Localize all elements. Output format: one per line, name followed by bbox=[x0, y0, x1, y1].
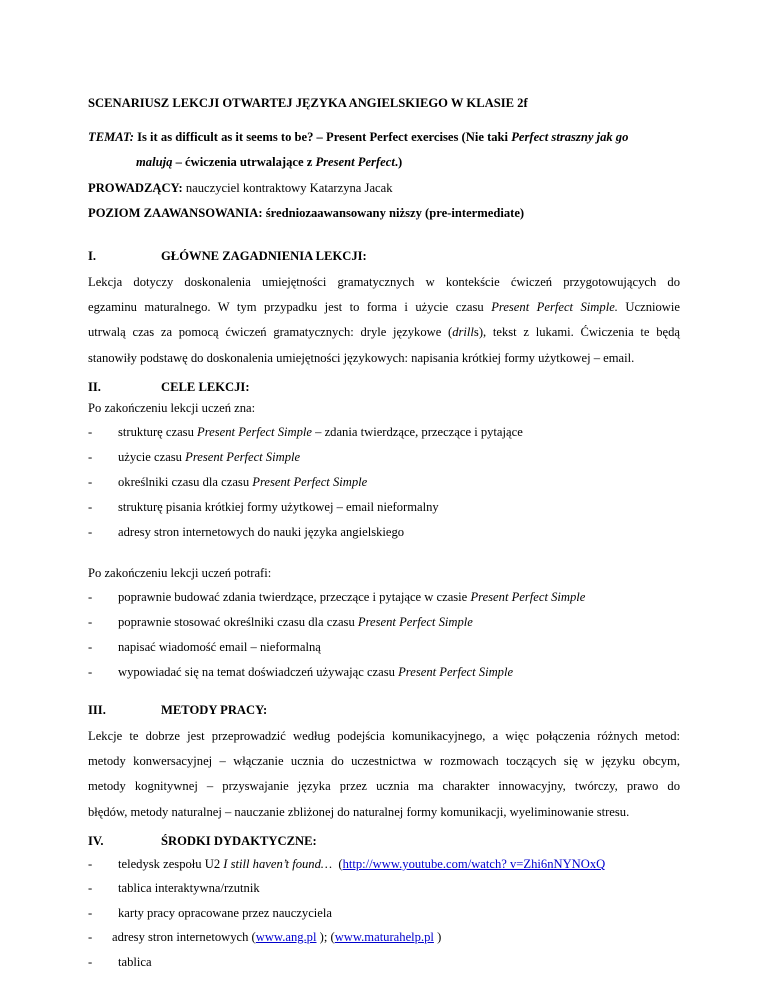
maturahelp-link[interactable]: www.maturahelp.pl bbox=[334, 930, 434, 944]
item-text: teledysk zespołu U2 bbox=[118, 857, 221, 871]
level-value: średniozaawansowany niższy (pre-intermediate) bbox=[265, 206, 525, 220]
section-3-title: METODY PRACY: bbox=[161, 703, 268, 717]
item-em: I still haven’t found… bbox=[223, 857, 333, 871]
list-item: - użycie czasu Present Perfect Simple bbox=[88, 450, 301, 464]
ang-pl-link[interactable]: www.ang.pl bbox=[255, 930, 317, 944]
knows-intro: Po zakończeniu lekcji uczeń zna: bbox=[88, 401, 256, 415]
para-line: Lekcja dotyczy doskonalenia umiejętności gramatycznych w kontekście ćwiczeń przygotowujących do bbox=[88, 275, 680, 289]
youtube-link[interactable]: http://www.youtube.com/watch? v=Zhi6nNYNOxQ bbox=[342, 857, 606, 871]
item-text: napisać wiadomość email – nieformalną bbox=[118, 640, 321, 654]
item-text: – zdania twierdzące, przeczące i pytające bbox=[315, 425, 523, 439]
topic-text-1: Is it as difficult as it seems to be? – Present Perfect exercises (Nie taki bbox=[137, 130, 509, 144]
list-item: - określniki czasu dla czasu Present Perfect Simple bbox=[88, 475, 368, 489]
item-em: Present Perfect Simple bbox=[185, 450, 301, 464]
para-em: Present Perfect Simple. bbox=[491, 300, 618, 315]
topic-text-1-em: Perfect straszny jak go bbox=[511, 130, 629, 144]
section-1-heading bbox=[88, 249, 367, 264]
teacher-line bbox=[88, 181, 393, 196]
item-em: Present Perfect Simple bbox=[197, 425, 312, 439]
para-line: metody konwersacyjnej – włączanie ucznia do uczestnictwa w rozmowach toczących się w języku obcym, bbox=[88, 754, 680, 769]
para-line bbox=[88, 295, 680, 320]
list-item: - strukturę czasu Present Perfect Simple – zdania twierdzące, przeczące i pytające bbox=[88, 425, 523, 439]
topic-text-2-em: malują bbox=[136, 155, 173, 169]
item-text: ); ( bbox=[319, 930, 335, 944]
para-line bbox=[88, 320, 680, 345]
para-line: metody kognitywnej – przyswajanie języka przez ucznia ma charakter innowacyjny, twórczy, prawo do bbox=[88, 779, 680, 794]
item-text: ( bbox=[338, 857, 343, 871]
section-1-paragraph bbox=[88, 270, 680, 371]
document-title: SCENARIUSZ LEKCJI OTWARTEJ JĘZYKA ANGIELSKIEGO W KLASIE 2f bbox=[88, 96, 528, 110]
list-item: - strukturę pisania krótkiej formy użytkowej – email nieformalny bbox=[88, 500, 439, 514]
section-1-title: GŁÓWNE ZAGADNIENIA LEKCJI: bbox=[161, 249, 367, 263]
item-text: poprawnie stosować określniki czasu dla czasu bbox=[118, 615, 355, 629]
para-em: drill bbox=[452, 325, 474, 340]
para-line: Lekcje te dobrze jest przeprowadzić według podejścia komunikacyjnego, a więc połączenia różnych metod: bbox=[88, 729, 680, 743]
list-item: - adresy stron internetowych (www.ang.pl ); (www.maturahelp.pl ) bbox=[88, 930, 442, 944]
topic-label: TEMAT: bbox=[88, 130, 134, 144]
item-text: adresy stron internetowych do nauki języka angielskiego bbox=[118, 525, 405, 539]
teacher-value: nauczyciel kontraktowy Katarzyna Jacak bbox=[185, 181, 393, 195]
item-text: tablica bbox=[118, 955, 152, 969]
list-item: - teledysk zespołu U2 I still haven’t found… (http://www.youtube.com/watch? v=Zhi6nNYNOxQ bbox=[88, 857, 606, 871]
para-text: egzaminu maturalnego. W tym przypadku jest to forma i użycie czasu bbox=[88, 300, 484, 315]
item-text: użycie czasu bbox=[118, 450, 182, 464]
level-label: POZIOM ZAAWANSOWANIA: bbox=[88, 206, 263, 220]
list-item: - napisać wiadomość email – nieformalną bbox=[88, 640, 321, 654]
topic-text-2-em2: Present Perfect bbox=[315, 155, 395, 169]
level-line bbox=[88, 206, 524, 221]
para-text: utrwalą czas za pomocą ćwiczeń gramatycznych: dryle językowe ( bbox=[88, 325, 453, 340]
list-item: - wypowiadać się na temat doświadczeń używając czasu Present Perfect Simple bbox=[88, 665, 514, 679]
item-text: poprawnie budować zdania twierdzące, przeczące i pytające w czasie bbox=[118, 590, 468, 604]
section-2-number: II. bbox=[88, 380, 101, 394]
para-line: błędów, metody naturalnej – nauczanie zbliżonej do naturalnej formy komunikacji, wyeliminowanie stresu. bbox=[88, 804, 630, 819]
can-do-intro: Po zakończeniu lekcji uczeń potrafi: bbox=[88, 566, 272, 580]
item-text: wypowiadać się na temat doświadczeń używając czasu bbox=[118, 665, 395, 679]
list-item: - adresy stron internetowych do nauki języka angielskiego bbox=[88, 525, 405, 539]
section-4-heading bbox=[88, 834, 317, 849]
section-2-title: CELE LEKCJI: bbox=[161, 380, 250, 394]
lesson-topic bbox=[88, 125, 688, 175]
section-3-number: III. bbox=[88, 703, 106, 717]
item-text: określniki czasu dla czasu bbox=[118, 475, 250, 489]
list-item: - tablica bbox=[88, 955, 152, 969]
teacher-label: PROWADZĄCY: bbox=[88, 181, 183, 195]
item-em: Present Perfect Simple bbox=[252, 475, 368, 489]
topic-text-2: – ćwiczenia utrwalające z bbox=[175, 155, 313, 169]
section-1-number: I. bbox=[88, 249, 97, 263]
list-item: - poprawnie stosować określniki czasu dla czasu Present Perfect Simple bbox=[88, 615, 473, 629]
section-3-paragraph bbox=[88, 724, 680, 825]
item-text: ) bbox=[437, 930, 442, 944]
item-text: adresy stron internetowych ( bbox=[112, 930, 256, 944]
item-text: strukturę czasu bbox=[118, 425, 194, 439]
list-item: - poprawnie budować zdania twierdzące, przeczące i pytające w czasie Present Perfect Simple bbox=[88, 590, 586, 604]
list-item: - karty pracy opracowane przez nauczyciela bbox=[88, 906, 332, 920]
item-em: Present Perfect Simple bbox=[470, 590, 586, 604]
section-3-heading bbox=[88, 703, 267, 718]
item-text: strukturę pisania krótkiej formy użytkowej – email nieformalny bbox=[118, 500, 439, 514]
para-text: Uczniowie bbox=[625, 300, 680, 315]
item-text: karty pracy opracowane przez nauczyciela bbox=[118, 906, 332, 920]
item-em: Present Perfect Simple bbox=[357, 615, 473, 629]
list-item: - tablica interaktywna/rzutnik bbox=[88, 881, 260, 895]
item-em: Present Perfect Simple bbox=[398, 665, 514, 679]
section-4-number: IV. bbox=[88, 834, 104, 848]
item-text: tablica interaktywna/rzutnik bbox=[118, 881, 260, 895]
section-2-heading bbox=[88, 380, 250, 395]
section-4-title: ŚRODKI DYDAKTYCZNE: bbox=[161, 834, 317, 848]
para-text: s), tekst z lukami. Ćwiczenia te będą bbox=[473, 325, 680, 340]
para-line: stanowiły podstawę do doskonalenia umiejętności językowych: napisania krótkiej formy użytkowej – email. bbox=[88, 350, 635, 365]
topic-text-2-end: .) bbox=[394, 155, 403, 169]
